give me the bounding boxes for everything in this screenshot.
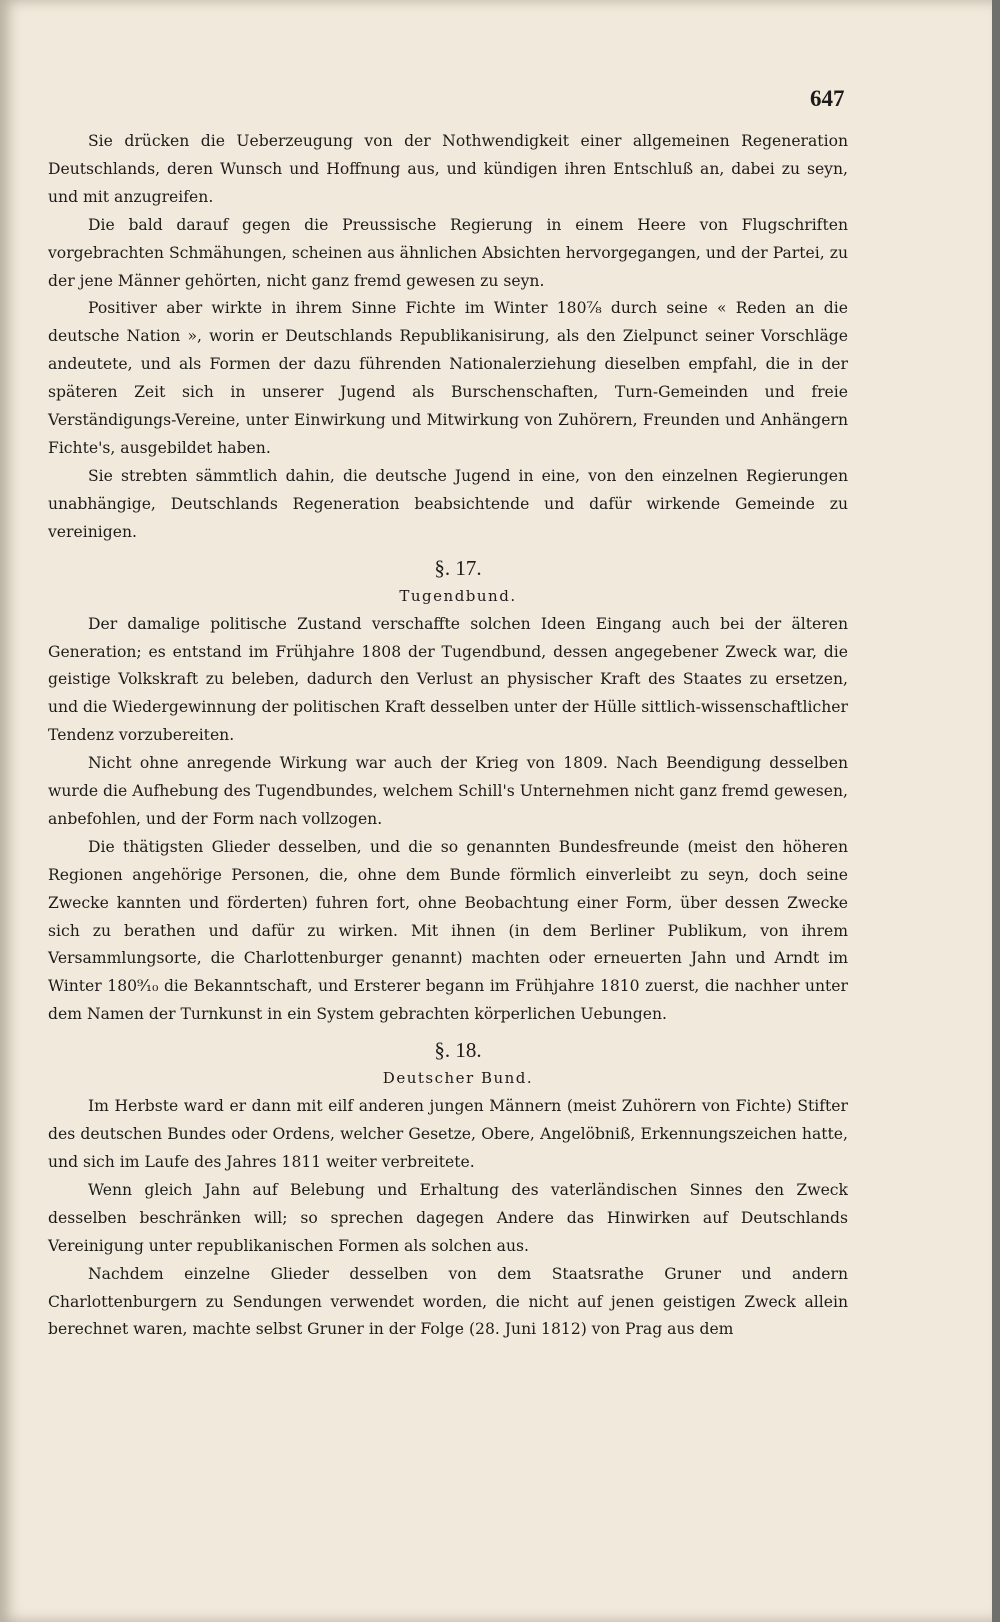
page-number: 647 — [810, 86, 845, 111]
section-heading-18: §. 18. — [434, 1038, 482, 1063]
paragraph: Der damalige politische Zustand verschaffte solchen Ideen Eingang auch bei der älteren Generation; es entstand im Frühjahre 1808 der Tugendbund, dessen angegebener Zweck war, die geistige Volkskraft zu beleben, dadurch den Verlust an physischer Kraft des Staates zu ersetzen, und die Wiedergewinnung der politischen Kraft desselben unter der Hülle sittlich-wissenschaftlicher Tendenz vorzubereiten. — [48, 614, 848, 745]
paragraph: Die thätigsten Glieder desselben, und die so genannten Bundesfreunde (meist den höheren Regionen angehörige Personen, die, ohne dem Bunde förmlich einverleibt zu seyn, doch seine Zwecke kannten und förderten) fuhren fort, ohne Beobachtung einer Form, über dessen Zwecke sich zu berathen und dafür zu wirken. Mit ihnen (in dem Berliner Publikum, von ihrem Versammlungsorte, die Charlottenburger genannt) machten oder erneuerten Jahn und Arndt im Winter 180⁹⁄₁₀ die Bekanntschaft, und Ersterer begann im Frühjahre 1810 zuerst, die nachher unter dem Namen der Turnkunst in ein System gebrachten körperlichen Uebungen. — [48, 837, 848, 1024]
section-subheading-deutscher-bund: Deutscher Bund. — [382, 1069, 534, 1088]
section-heading-17: §. 17. — [434, 555, 482, 580]
page-edge — [992, 0, 1000, 1622]
paragraph: Nachdem einzelne Glieder desselben von dem Staatsrathe Gruner und andern Charlottenburgern zu Sendungen verwendet worden, die nicht auf jenen geistigen Zweck allein berechnet waren, machte selbst Gruner in der Folge (28. Juni 1812) von Prag aus dem — [48, 1264, 848, 1339]
paragraph: Die bald darauf gegen die Preussische Regierung in einem Heere von Flugschriften vorgebrachten Schmähungen, scheinen aus ähnlichen Absichten hervorgegangen, und der Partei, zu der jene Männer gehörten, nicht ganz fremd gewesen zu seyn. — [48, 215, 848, 290]
paragraph: Im Herbste ward er dann mit eilf anderen jungen Männern (meist Zuhörern von Fichte) Stifter des deutschen Bundes oder Ordens, welcher Gesetze, Obere, Angelöbniß, Erkennungszeichen hatte, und sich im Laufe des Jahres 1811 weiter verbreitete. — [48, 1097, 848, 1171]
section-subheading-tugendbund: Tugendbund. — [399, 586, 517, 605]
paragraph: Positiver aber wirkte in ihrem Sinne Fichte im Winter 180⁷⁄₈ durch seine « Reden an die deutsche Nation », worin er Deutschlands Republikanisirung, als den Zielpunct seiner Vorschläge andeutete, und als Formen der dazu führenden Nationalerziehung dieselben empfahl, die in der späteren Zeit sich in unserer Jugend als Burschenschaften, Turn-Gemeinden und freie Verständigungs-Vereine, unter Einwirkung und Mitwirkung von Zuhörern, Freunden und Anhängern Fichte's, ausgebildet haben. — [48, 299, 848, 457]
paragraph: Sie strebten sämmtlich dahin, die deutsche Jugend in eine, von den einzelnen Regierungen unabhängige, Deutschlands Regeneration beabsichtende und dafür wirkende Gemeinde zu vereinigen. — [48, 466, 848, 541]
paragraph: Wenn gleich Jahn auf Belebung und Erhaltung des vaterländischen Sinnes den Zweck desselben beschränken will; so sprechen dagegen Andere das Hinwirken auf Deutschlands Vereinigung unter republikanischen Formen als solchen aus. — [48, 1180, 848, 1255]
page-body — [48, 128, 848, 1344]
paragraph: Nicht ohne anregende Wirkung war auch der Krieg von 1809. Nach Beendigung desselben wurde die Aufhebung des Tugendbundes, welchem Schill's Unternehmen nicht ganz fremd gewesen, anbefohlen, und der Form nach vollzogen. — [48, 754, 848, 828]
paragraph: Sie drücken die Ueberzeugung von der Nothwendigkeit einer allgemeinen Regeneration Deutschlands, deren Wunsch und Hoffnung aus, und kündigen ihren Entschluß an, dabei zu seyn, und mit anzugreifen. — [48, 132, 848, 206]
